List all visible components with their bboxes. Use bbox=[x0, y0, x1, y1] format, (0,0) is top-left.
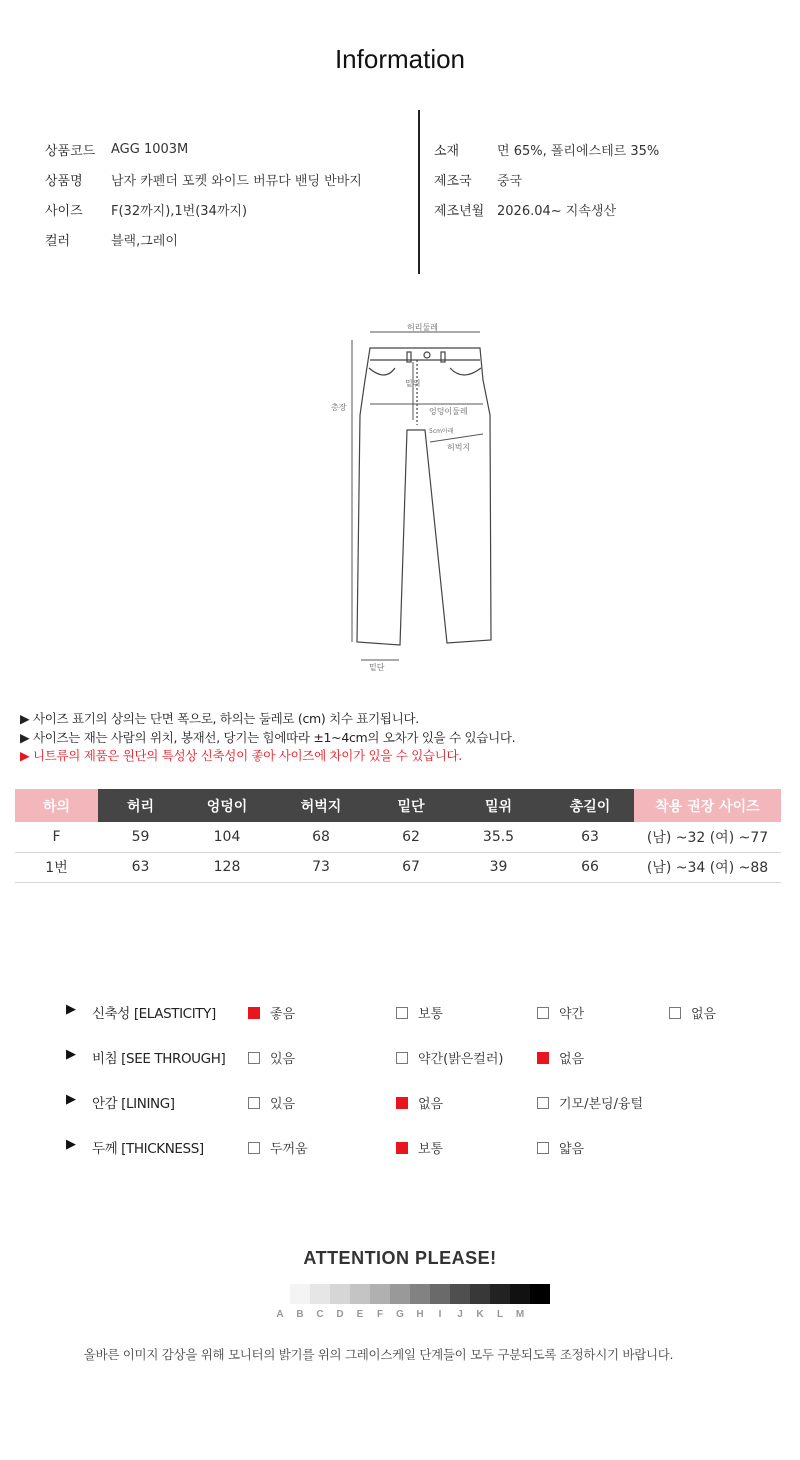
info-value: 남자 카펜더 포켓 와이드 버뮤다 밴딩 반바지 bbox=[111, 173, 362, 189]
property-label: 두께 [THICKNESS] bbox=[92, 1141, 204, 1157]
grayscale-label: I bbox=[438, 1309, 442, 1320]
header-cell: 총길이 bbox=[546, 789, 634, 822]
diagram-label-rise: 밑위 bbox=[405, 379, 421, 388]
option-label: 좋음 bbox=[270, 1007, 296, 1022]
grayscale-label: C bbox=[316, 1309, 324, 1320]
grayscale-swatch bbox=[470, 1284, 490, 1304]
grayscale-swatch bbox=[430, 1284, 450, 1304]
grayscale-labels bbox=[270, 1309, 530, 1320]
info-label: 소재 bbox=[434, 143, 460, 159]
diagram-label-hip: 엉덩이둘레 bbox=[429, 407, 468, 416]
size-table bbox=[15, 789, 781, 883]
diagram-label-thigh: 허벅지 bbox=[447, 443, 471, 452]
info-value: 2026.04~ 지속생산 bbox=[497, 203, 617, 219]
info-row bbox=[45, 194, 362, 224]
checkbox-icon bbox=[396, 1142, 408, 1154]
table-cell: 35.5 bbox=[451, 822, 546, 852]
table-cell: 1번 bbox=[15, 852, 98, 882]
option-label: 있음 bbox=[270, 1097, 296, 1112]
table-cell: (남) ~34 (여) ~88 bbox=[634, 852, 781, 882]
option-label: 보통 bbox=[418, 1142, 444, 1157]
grayscale-label: M bbox=[515, 1309, 525, 1320]
note-line: ▶ 사이즈는 재는 사람의 위치, 봉재선, 당기는 힘에따라 ±1~4cm의 오차가 있을 수 있습니다. bbox=[20, 729, 516, 745]
table-cell: F bbox=[15, 822, 98, 852]
grayscale-label: D bbox=[336, 1309, 344, 1320]
checkbox-icon bbox=[248, 1007, 260, 1019]
table-cell: 73 bbox=[271, 852, 371, 882]
property-option bbox=[537, 1093, 643, 1112]
grayscale-swatch bbox=[350, 1284, 370, 1304]
note-line: ▶ 사이즈 표기의 상의는 단면 폭으로, 하의는 둘레로 (cm) 치수 표기됩니다. bbox=[20, 711, 419, 726]
grayscale-swatch bbox=[450, 1284, 470, 1304]
info-value: 블랙,그레이 bbox=[111, 233, 178, 249]
table-cell: 59 bbox=[98, 822, 183, 852]
checkbox-icon bbox=[537, 1052, 549, 1064]
grayscale-swatch bbox=[310, 1284, 330, 1304]
grayscale-label: K bbox=[476, 1309, 484, 1320]
attention-title: ATTENTION PLEASE! bbox=[303, 1248, 497, 1268]
grayscale-swatch bbox=[530, 1284, 550, 1304]
info-label: 제조국 bbox=[434, 173, 472, 189]
grayscale-label: B bbox=[296, 1309, 304, 1320]
table-cell: 63 bbox=[98, 852, 183, 882]
info-divider bbox=[418, 110, 420, 274]
table-cell: 66 bbox=[546, 852, 634, 882]
grayscale-label: L bbox=[496, 1309, 504, 1320]
diagram-label-length: 총장 bbox=[331, 403, 347, 412]
size-table-header bbox=[15, 789, 781, 822]
table-cell: (남) ~32 (여) ~77 bbox=[634, 822, 781, 852]
header-cell: 허벅지 bbox=[271, 789, 371, 822]
property-option bbox=[248, 1138, 308, 1157]
table-cell: 62 bbox=[371, 822, 451, 852]
checkbox-icon bbox=[396, 1097, 408, 1109]
grayscale-swatch bbox=[290, 1284, 310, 1304]
grayscale-swatch bbox=[490, 1284, 510, 1304]
checkbox-icon bbox=[248, 1097, 260, 1109]
arrow-icon: ▶ bbox=[66, 1137, 76, 1152]
info-value: F(32까지),1번(34까지) bbox=[111, 203, 248, 219]
property-option bbox=[537, 1003, 584, 1022]
property-row-elasticity bbox=[66, 1000, 786, 1045]
table-cell: 68 bbox=[271, 822, 371, 852]
property-row-lining bbox=[66, 1090, 786, 1135]
option-label: 기모/본딩/융털 bbox=[559, 1097, 644, 1112]
product-info-right bbox=[434, 134, 659, 224]
info-value: 중국 bbox=[497, 173, 523, 189]
info-value: AGG 1003M bbox=[111, 141, 189, 157]
property-option bbox=[248, 1093, 295, 1112]
grayscale-swatch bbox=[410, 1284, 430, 1304]
diagram-label-hip-note: 5cm아래 bbox=[429, 428, 454, 435]
property-option bbox=[248, 1003, 295, 1022]
property-option bbox=[537, 1048, 584, 1067]
grayscale-label: E bbox=[356, 1309, 364, 1320]
option-label: 있음 bbox=[270, 1052, 296, 1067]
arrow-icon: ▶ bbox=[66, 1092, 76, 1107]
monitor-caption: 올바른 이미지 감상을 위해 모니터의 밝기를 위의 그레이스케일 단계들이 모두 구분되도록 조정하시기 바랍니다. bbox=[83, 1347, 674, 1362]
info-row bbox=[434, 134, 659, 164]
grayscale-swatch bbox=[330, 1284, 350, 1304]
header-cell: 밑위 bbox=[451, 789, 546, 822]
option-label: 없음 bbox=[691, 1007, 717, 1022]
checkbox-icon bbox=[248, 1142, 260, 1154]
header-cell: 하의 bbox=[15, 789, 98, 822]
page-title: Information bbox=[334, 44, 466, 74]
grayscale-label: A bbox=[276, 1309, 284, 1320]
info-row bbox=[434, 194, 659, 224]
info-value: 면 65%, 폴리에스테르 35% bbox=[497, 143, 660, 159]
table-cell: 63 bbox=[546, 822, 634, 852]
info-row bbox=[434, 164, 659, 194]
info-row bbox=[45, 164, 362, 194]
diagram-label-hem: 밑단 bbox=[369, 663, 385, 672]
grayscale-swatch bbox=[510, 1284, 530, 1304]
option-label: 약간 bbox=[559, 1007, 585, 1022]
info-label: 상품코드 bbox=[45, 143, 96, 159]
table-cell: 39 bbox=[451, 852, 546, 882]
header-cell: 엉덩이 bbox=[183, 789, 271, 822]
diagram-label-waist: 허리둘레 bbox=[407, 323, 438, 332]
table-cell: 104 bbox=[183, 822, 271, 852]
option-label: 약간(밝은컬러) bbox=[418, 1052, 504, 1067]
info-row bbox=[45, 134, 362, 164]
size-notes bbox=[20, 710, 515, 766]
checkbox-icon bbox=[396, 1052, 408, 1064]
grayscale-swatch bbox=[370, 1284, 390, 1304]
arrow-icon: ▶ bbox=[66, 1002, 76, 1017]
checkbox-icon bbox=[669, 1007, 681, 1019]
info-label: 사이즈 bbox=[45, 203, 83, 219]
grayscale-swatch bbox=[390, 1284, 410, 1304]
option-label: 없음 bbox=[559, 1052, 585, 1067]
option-label: 얇음 bbox=[559, 1142, 585, 1157]
table-row bbox=[15, 852, 781, 882]
header-cell: 착용 권장 사이즈 bbox=[634, 789, 781, 822]
property-label: 신축성 [ELASTICITY] bbox=[92, 1006, 216, 1022]
arrow-icon: ▶ bbox=[66, 1047, 76, 1062]
header-cell: 허리 bbox=[98, 789, 183, 822]
header-cell: 밑단 bbox=[371, 789, 451, 822]
info-label: 제조년월 bbox=[434, 203, 485, 219]
option-label: 보통 bbox=[418, 1007, 444, 1022]
property-option bbox=[537, 1138, 584, 1157]
note-line-warning: ▶ 니트류의 제품은 원단의 특성상 신축성이 좋아 사이즈에 차이가 있을 수 있습니다. bbox=[20, 748, 462, 763]
property-label: 비침 [SEE THROUGH] bbox=[92, 1051, 226, 1067]
product-info-left bbox=[45, 134, 362, 254]
property-row-see-through bbox=[66, 1045, 786, 1090]
info-label: 컬러 bbox=[45, 233, 71, 249]
checkbox-icon bbox=[396, 1007, 408, 1019]
pants-measurement-diagram bbox=[325, 320, 495, 675]
table-row bbox=[15, 822, 781, 852]
grayscale-label: H bbox=[416, 1309, 424, 1320]
property-option bbox=[396, 1138, 443, 1157]
table-cell: 67 bbox=[371, 852, 451, 882]
fabric-properties bbox=[66, 1000, 786, 1180]
grayscale-label: F bbox=[376, 1309, 384, 1320]
table-cell: 128 bbox=[183, 852, 271, 882]
property-option bbox=[248, 1048, 295, 1067]
info-label: 상품명 bbox=[45, 173, 83, 189]
property-option bbox=[396, 1048, 504, 1067]
grayscale-bar bbox=[290, 1284, 550, 1304]
checkbox-icon bbox=[248, 1052, 260, 1064]
option-label: 두꺼움 bbox=[270, 1142, 308, 1157]
property-option bbox=[396, 1003, 443, 1022]
property-option bbox=[396, 1093, 443, 1112]
grayscale-label: G bbox=[396, 1309, 404, 1320]
option-label: 없음 bbox=[418, 1097, 444, 1112]
property-option bbox=[669, 1003, 716, 1022]
property-label: 안감 [LINING] bbox=[92, 1096, 175, 1112]
checkbox-icon bbox=[537, 1007, 549, 1019]
property-row-thickness bbox=[66, 1135, 786, 1180]
grayscale-label: J bbox=[457, 1309, 463, 1320]
info-row bbox=[45, 224, 362, 254]
checkbox-icon bbox=[537, 1097, 549, 1109]
pants-outline bbox=[357, 348, 491, 645]
checkbox-icon bbox=[537, 1142, 549, 1154]
